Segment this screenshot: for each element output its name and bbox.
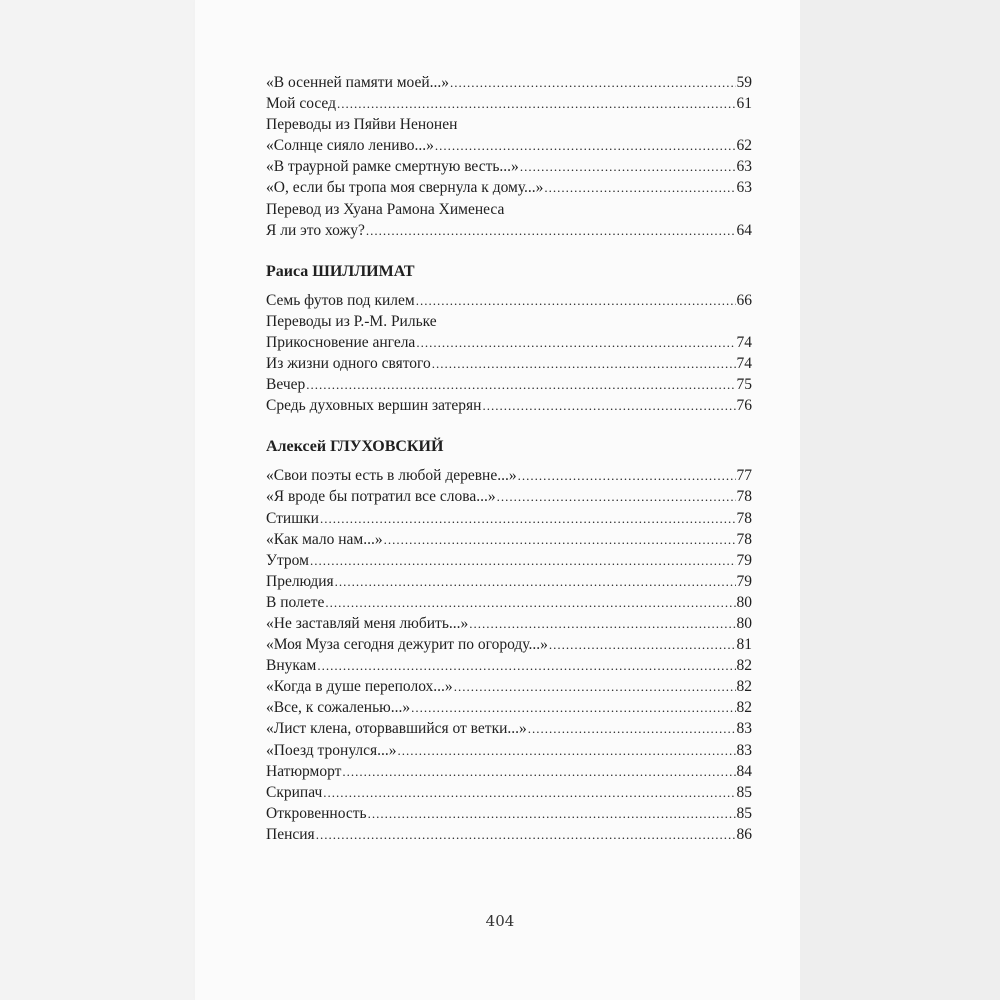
toc-entry-title: Перевод из Хуана Рамона Хименеса xyxy=(266,200,505,218)
toc-entry xyxy=(266,782,752,803)
toc-entry-title: Переводы из Пяйви Ненонен xyxy=(266,116,458,134)
toc-dot-leader xyxy=(454,676,736,697)
toc-entry-page: 63 xyxy=(736,158,752,176)
toc-entry xyxy=(266,332,752,353)
toc-entry xyxy=(266,177,752,198)
toc-entry xyxy=(266,353,752,374)
toc-entry-title: Натюрморт xyxy=(266,762,342,780)
toc-entry-title: «Моя Муза сегодня дежурит по огороду...» xyxy=(266,636,548,654)
toc-entry-title: Я ли это хожу? xyxy=(266,221,365,239)
toc-entry-title: Утром xyxy=(266,551,309,569)
toc-entry-page: 80 xyxy=(736,614,752,632)
toc-entry-title: «Лист клена, оторвавшийся от ветки...» xyxy=(266,720,527,738)
toc-entry-title: Средь духовных вершин затерян xyxy=(266,397,482,415)
toc-entry-page: 63 xyxy=(736,179,752,197)
toc-entry-page: 79 xyxy=(736,551,752,569)
toc-dot-leader xyxy=(366,220,736,241)
toc-entry-page: 85 xyxy=(736,804,752,822)
toc-entry xyxy=(266,508,752,529)
toc-entry-page: 78 xyxy=(736,530,752,548)
toc-entry xyxy=(266,655,752,676)
toc-entry-title: «Как мало нам...» xyxy=(266,530,383,548)
toc-entry xyxy=(266,290,752,311)
toc-entry-title: Вечер xyxy=(266,376,306,394)
toc-entry-title: «Солнце сияло лениво...» xyxy=(266,137,434,155)
toc-entry xyxy=(266,311,752,332)
toc-dot-leader xyxy=(416,290,736,311)
toc-entry xyxy=(266,676,752,697)
toc-entry-page: 66 xyxy=(736,291,752,309)
toc-entry xyxy=(266,740,752,761)
toc-entry-page: 83 xyxy=(736,741,752,759)
toc-dot-leader xyxy=(482,395,735,416)
toc-dot-leader xyxy=(325,592,735,613)
toc-dot-leader xyxy=(544,177,735,198)
toc-entry xyxy=(266,761,752,782)
toc-entry-title: «Поезд тронулся...» xyxy=(266,741,397,759)
author-heading-glukhovsky: Алексей ГЛУХОВСКИЙ xyxy=(266,438,444,456)
toc-entry-page: 75 xyxy=(736,376,752,394)
toc-entry xyxy=(266,114,752,135)
toc-entry-page: 61 xyxy=(736,95,752,113)
toc-entry-page: 81 xyxy=(736,636,752,654)
toc-entry-page: 64 xyxy=(736,221,752,239)
toc-dot-leader xyxy=(317,655,735,676)
toc-entry xyxy=(266,135,752,156)
toc-entry xyxy=(266,803,752,824)
toc-entry-page: 76 xyxy=(736,397,752,415)
toc-dot-leader xyxy=(337,93,736,114)
toc-entry-page: 82 xyxy=(736,657,752,675)
toc-dot-leader xyxy=(497,486,736,507)
toc-dot-leader xyxy=(316,824,736,845)
toc-entry-title: «О, если бы тропа моя свернула к дому...» xyxy=(266,179,544,197)
toc-entry-title: Переводы из Р.-М. Рильке xyxy=(266,312,437,330)
toc-dot-leader xyxy=(469,613,735,634)
toc-entry-title: Внукам xyxy=(266,657,317,675)
toc-entry xyxy=(266,571,752,592)
toc-dot-leader xyxy=(310,550,736,571)
toc-entry xyxy=(266,718,752,739)
toc-entry-title: Откровенность xyxy=(266,804,367,822)
toc-dot-leader xyxy=(520,156,736,177)
toc-dot-leader xyxy=(432,353,736,374)
toc-entry xyxy=(266,199,752,220)
toc-entry xyxy=(266,592,752,613)
toc-section-2 xyxy=(266,290,752,417)
toc-entry-title: «В траурной рамке смертную весть...» xyxy=(266,158,519,176)
toc-dot-leader xyxy=(416,332,735,353)
toc-entry-title: «Не заставляй меня любить...» xyxy=(266,614,469,632)
toc-entry-title: Из жизни одного святого xyxy=(266,355,431,373)
toc-entry-page: 80 xyxy=(736,593,752,611)
toc-entry-page: 77 xyxy=(736,467,752,485)
toc-entry-title: Скрипач xyxy=(266,783,323,801)
toc-dot-leader xyxy=(368,803,736,824)
toc-entry-page: 74 xyxy=(736,355,752,373)
toc-entry-page: 59 xyxy=(736,74,752,91)
toc-entry-page: 86 xyxy=(736,825,752,843)
toc-entry xyxy=(266,486,752,507)
table-of-contents xyxy=(266,72,752,845)
toc-entry-title: Прикосновение ангела xyxy=(266,333,416,351)
toc-entry-title: «В осенней памяти моей...» xyxy=(266,74,450,91)
toc-entry xyxy=(266,156,752,177)
author-heading-shillimat: Раиса ШИЛЛИМАТ xyxy=(266,262,415,280)
toc-entry-title: «Когда в душе переполох...» xyxy=(266,678,453,696)
toc-entry xyxy=(266,93,752,114)
toc-entry-title: Пенсия xyxy=(266,825,315,843)
toc-entry-page: 82 xyxy=(736,678,752,696)
toc-dot-leader xyxy=(435,135,736,156)
toc-entry xyxy=(266,634,752,655)
toc-dot-leader xyxy=(518,465,736,486)
toc-section-1 xyxy=(266,72,752,241)
toc-entry-title: В полете xyxy=(266,593,325,611)
page-edge-shadow xyxy=(800,0,1000,1000)
toc-dot-leader xyxy=(411,697,735,718)
toc-entry-page: 84 xyxy=(736,762,752,780)
toc-section-3 xyxy=(266,465,752,845)
toc-dot-leader xyxy=(528,718,736,739)
toc-entry-page: 74 xyxy=(736,333,752,351)
toc-dot-leader xyxy=(323,782,735,803)
toc-entry xyxy=(266,465,752,486)
toc-entry-page: 83 xyxy=(736,720,752,738)
toc-entry-page: 78 xyxy=(736,488,752,506)
toc-entry xyxy=(266,529,752,550)
toc-entry-title: «Свои поэты есть в любой деревне...» xyxy=(266,467,517,485)
toc-entry-page: 85 xyxy=(736,783,752,801)
toc-entry xyxy=(266,697,752,718)
toc-entry-title: Стишки xyxy=(266,509,319,527)
toc-dot-leader xyxy=(384,529,736,550)
toc-dot-leader xyxy=(335,571,736,592)
toc-entry xyxy=(266,395,752,416)
toc-entry xyxy=(266,550,752,571)
page-number: 404 xyxy=(485,912,515,930)
toc-entry xyxy=(266,613,752,634)
toc-dot-leader xyxy=(549,634,736,655)
toc-entry xyxy=(266,72,752,93)
toc-dot-leader xyxy=(306,374,735,395)
toc-entry xyxy=(266,824,752,845)
toc-entry-page: 78 xyxy=(736,509,752,527)
toc-entry xyxy=(266,374,752,395)
toc-entry-title: Мой сосед xyxy=(266,95,336,113)
toc-entry-title: «Все, к сожаленью...» xyxy=(266,699,411,717)
toc-dot-leader xyxy=(320,508,736,529)
toc-entry-page: 62 xyxy=(736,137,752,155)
toc-entry-title: «Я вроде бы потратил все слова...» xyxy=(266,488,496,506)
toc-entry-title: Прелюдия xyxy=(266,572,334,590)
toc-dot-leader xyxy=(342,761,735,782)
toc-dot-leader xyxy=(450,72,735,93)
toc-entry-page: 82 xyxy=(736,699,752,717)
toc-dot-leader xyxy=(398,740,736,761)
toc-entry-title: Семь футов под килем xyxy=(266,291,415,309)
toc-entry-page: 79 xyxy=(736,572,752,590)
toc-entry xyxy=(266,220,752,241)
